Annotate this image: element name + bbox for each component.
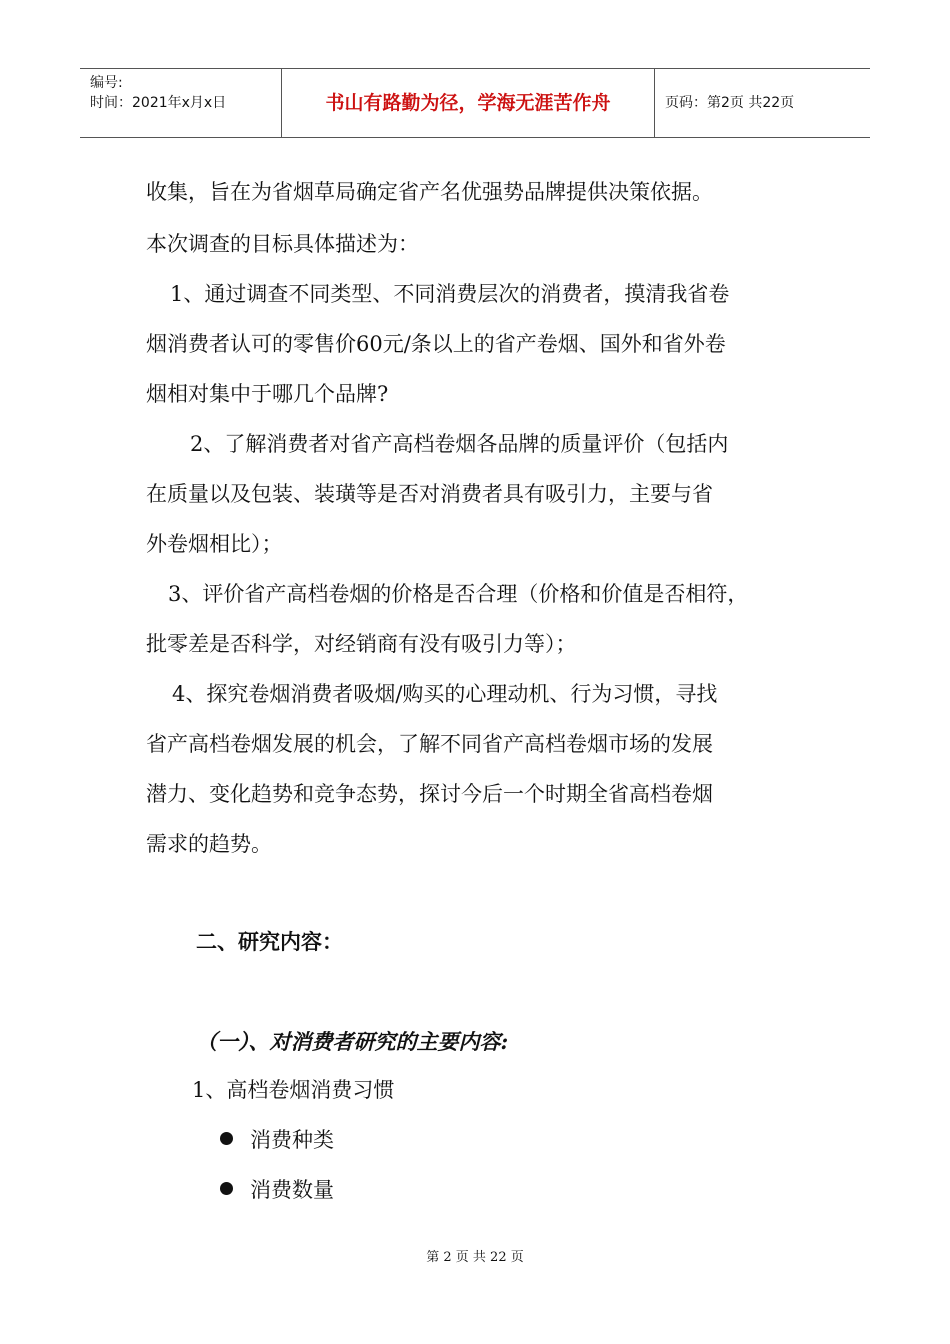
bullet-icon [220, 1132, 233, 1145]
bullet-icon [220, 1182, 233, 1195]
body-line: 3、评价省产高档卷烟的价格是否合理（价格和价值是否相符， [168, 582, 749, 606]
header-meta [80, 69, 282, 137]
list-item-heading: 1、高档卷烟消费习惯 [192, 1078, 395, 1102]
body-line: 省产高档卷烟发展的机会，了解不同省产高档卷烟市场的发展 [146, 732, 713, 756]
body-line: 批零差是否科学，对经销商有没有吸引力等）； [146, 632, 577, 656]
body-line: 潜力、变化趋势和竞争态势，探讨今后一个时期全省高档卷烟 [146, 782, 713, 806]
page-header [80, 68, 870, 138]
body-line: 1、通过调查不同类型、不同消费层次的消费者，摸清我省卷 [170, 282, 730, 306]
header-motto: 书山有路勤为径，学海无涯苦作舟 [282, 69, 655, 137]
body-line: 收集，旨在为省烟草局确定省产名优强势品牌提供决策依据。 [146, 180, 713, 204]
body-line: 烟相对集中于哪几个品牌? [146, 382, 389, 406]
body-line: 4、探究卷烟消费者吸烟/购买的心理动机、行为习惯，寻找 [172, 682, 718, 706]
body-line: 烟消费者认可的零售价60元/条以上的省产卷烟、国外和省外卷 [146, 332, 726, 356]
bullet-item: 消费数量 [250, 1178, 334, 1202]
subsection-heading: （一）、对消费者研究的主要内容: [196, 1029, 509, 1054]
header-page-code: 页码：第2页 共22页 [665, 95, 795, 111]
body-line: 在质量以及包装、装璜等是否对消费者具有吸引力，主要与省 [146, 482, 713, 506]
number-label: 编号: [90, 75, 123, 91]
section-heading: 二、研究内容： [196, 930, 343, 954]
body-line: 本次调查的目标具体描述为： [146, 232, 419, 256]
body-line: 2、了解消费者对省产高档卷烟各品牌的质量评价（包括内 [190, 432, 729, 456]
bullet-item: 消费种类 [250, 1128, 334, 1152]
date-label: 时间：2021年x月x日 [90, 95, 227, 111]
body-line: 需求的趋势。 [146, 832, 272, 856]
page-footer: 第 2 页 共 22 页 [426, 1250, 524, 1265]
body-line: 外卷烟相比）； [146, 532, 283, 556]
